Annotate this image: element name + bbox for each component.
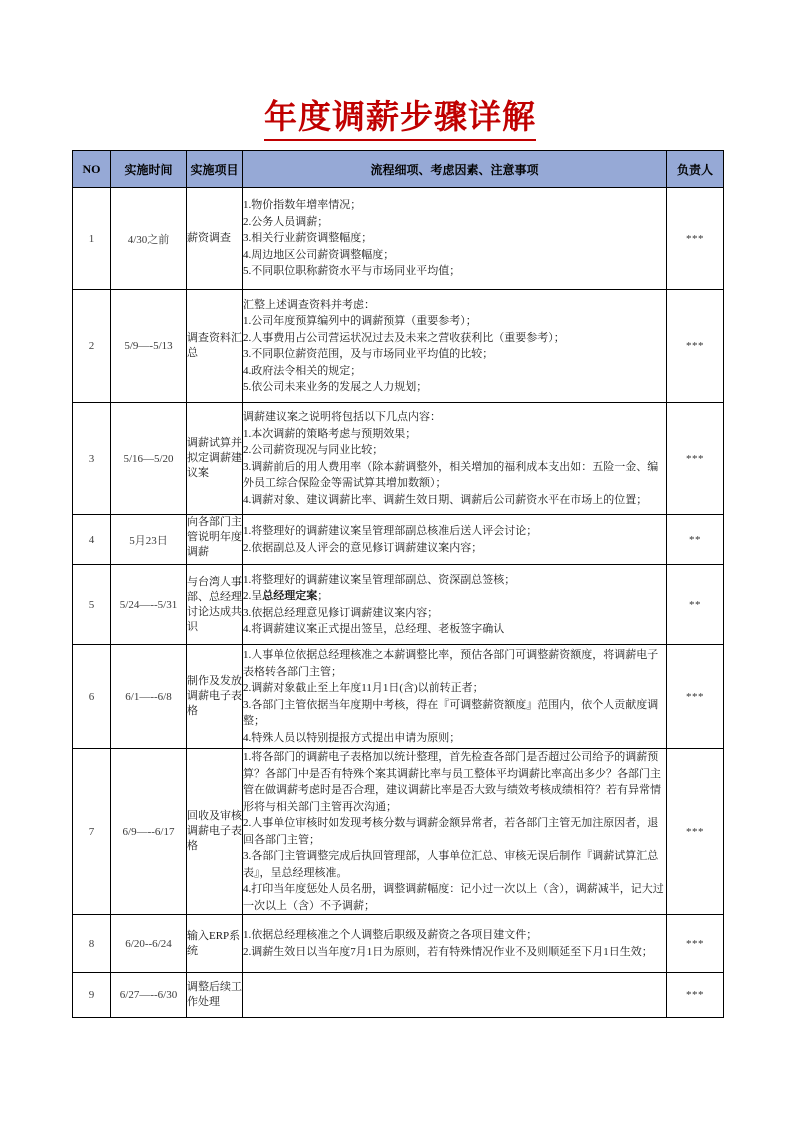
table-row <box>73 973 724 1018</box>
table-row <box>73 645 724 749</box>
table-row <box>73 915 724 973</box>
column-header-no: NO <box>73 151 111 188</box>
cell-no: 2 <box>73 290 111 403</box>
cell-no: 5 <box>73 565 111 645</box>
detail-line: 1.将整理好的调薪建议案呈管理部副总核准后送人评会讨论； <box>243 525 538 537</box>
cell-no: 1 <box>73 188 111 290</box>
detail-line: 2.依据副总及人评会的意见修订调薪建议案内容； <box>243 541 483 554</box>
detail-line: 4.政府法令相关的规定； <box>243 364 362 377</box>
cell-owner: ** <box>667 515 724 565</box>
detail-line: 1.本次调薪的策略考虑与预期效果； <box>243 427 417 440</box>
detail-line: 3.不同职位薪资范围，及与市场同业平均值的比较； <box>243 348 494 360</box>
cell-project: 输入ERP系统 <box>187 915 243 973</box>
cell-details <box>243 515 667 565</box>
cell-no: 8 <box>73 915 111 973</box>
cell-time: 6/1—--6/8 <box>111 645 187 749</box>
cell-details <box>243 645 667 749</box>
cell-no: 6 <box>73 645 111 749</box>
cell-details <box>243 290 667 403</box>
cell-time: 5/16—5/20 <box>111 403 187 515</box>
detail-line: 汇整上述调查资料并考虑： <box>243 298 375 311</box>
cell-project: 与台湾人事部、总经理讨论达成共识 <box>187 565 243 645</box>
cell-details <box>243 403 667 515</box>
cell-project: 调整后续工作处理 <box>187 973 243 1018</box>
cell-owner: *** <box>667 290 724 403</box>
column-header-owner: 负责人 <box>667 151 724 188</box>
cell-project: 制作及发放调薪电子表格 <box>187 645 243 749</box>
cell-project: 调薪试算并拟定调薪建议案 <box>187 403 243 515</box>
detail-line: 2.公务人员调薪； <box>243 215 329 228</box>
detail-line: 3.依据总经理意见修订调薪建议案内容； <box>243 606 439 619</box>
cell-project: 回收及审核调薪电子表格 <box>187 749 243 915</box>
column-header-details: 流程细项、考虑因素、注意事项 <box>243 151 667 188</box>
table-row <box>73 565 724 645</box>
cell-details <box>243 973 667 1018</box>
detail-line: 3.各部门主管依据当年度期中考核，得在『可调整薪资额度』范围内，依个人贡献度调整； <box>243 698 659 727</box>
cell-time: 6/20--6/24 <box>111 915 187 973</box>
cell-time: 5月23日 <box>111 515 187 565</box>
table-body <box>73 188 724 1018</box>
cell-details <box>243 565 667 645</box>
detail-line: 4.将调薪建议案正式提出签呈，总经理、老板签字确认 <box>243 623 505 635</box>
detail-line: 1.将整理好的调薪建议案呈管理部副总、资深副总签核； <box>243 573 516 586</box>
cell-time: 6/9—--6/17 <box>111 749 187 915</box>
detail-line: 2.调薪生效日以当年度7月1日为原则，若有特殊情况作业不及则顺延至下月1日生效； <box>243 945 653 958</box>
cell-details <box>243 915 667 973</box>
cell-no: 3 <box>73 403 111 515</box>
cell-no: 4 <box>73 515 111 565</box>
cell-project: 调查资料汇总 <box>187 290 243 403</box>
detail-line: 2.呈总经理定案； <box>243 590 329 602</box>
cell-time: 4/30之前 <box>111 188 187 290</box>
table-header-row <box>73 151 724 188</box>
cell-project: 薪资调查 <box>187 188 243 290</box>
cell-project: 向各部门主管说明年度调薪 <box>187 515 243 565</box>
page-title: 年度调薪步骤详解 <box>264 98 536 141</box>
cell-owner: *** <box>667 645 724 749</box>
detail-line: 3.相关行业薪资调整幅度； <box>243 232 373 245</box>
detail-line: 1.物价指数年增率情况； <box>243 199 362 212</box>
detail-line: 1.公司年度预算编列中的调薪预算（重要参考）； <box>243 315 477 327</box>
cell-details <box>243 188 667 290</box>
cell-time: 6/27—--6/30 <box>111 973 187 1018</box>
detail-line: 4.调薪对象、建议调薪比率、调薪生效日期、调薪后公司薪资水平在市场上的位置； <box>243 493 648 506</box>
detail-line: 4.特殊人员以特别提报方式提出申请为原则； <box>243 731 461 744</box>
detail-line: 1.依据总经理核准之个人调整后职级及薪资之各项目建文件； <box>243 929 538 941</box>
detail-line: 3.各部门主管调整完成后执回管理部，人事单位汇总、审核无误后制作『调薪试算汇总表』，呈总经理核准。 <box>243 850 659 879</box>
column-header-project: 实施项目 <box>187 151 243 188</box>
detail-line: 2.人事单位审核时如发现考核分数与调薪金额异常者，若各部门主管无加注原因者，退回各部门主管； <box>243 817 659 846</box>
detail-line: 2.调薪对象截止至上年度11月1日(含)以前转正者； <box>243 682 484 694</box>
cell-owner: ** <box>667 565 724 645</box>
cell-owner: *** <box>667 403 724 515</box>
detail-line: 1.人事单位依据总经理核准之本薪调整比率，预估各部门可调整薪资额度，将调薪电子表格转各部门主管； <box>243 649 659 678</box>
title-container <box>0 98 800 141</box>
cell-no: 7 <box>73 749 111 915</box>
detail-line: 2.人事费用占公司营运状况过去及未来之营收获利比（重要参考）； <box>243 331 565 344</box>
detail-line: 2.公司薪资现况与同业比较； <box>243 444 384 456</box>
table-row <box>73 515 724 565</box>
table-row <box>73 188 724 290</box>
detail-line: 调薪建议案之说明将包括以下几点内容： <box>243 411 441 423</box>
cell-no: 9 <box>73 973 111 1018</box>
salary-adjustment-steps-table <box>72 150 724 1018</box>
cell-owner: *** <box>667 915 724 973</box>
table-row <box>73 749 724 915</box>
detail-line: 4.周边地区公司薪资调整幅度； <box>243 248 395 261</box>
table-row <box>73 403 724 515</box>
detail-line: 4.打印当年度惩处人员名册，调整调薪幅度：记小过一次以上（含），调薪减半，记大过一次以上（含）不予调薪； <box>243 883 664 912</box>
detail-line: 5.依公司未来业务的发展之人力规划； <box>243 381 428 393</box>
cell-owner: *** <box>667 188 724 290</box>
detail-line: 5.不同职位职称薪资水平与市场同业平均值； <box>243 265 461 278</box>
column-header-time: 实施时间 <box>111 151 187 188</box>
cell-time: 5/9—-5/13 <box>111 290 187 403</box>
detail-line: 3.调薪前后的用人费用率（除本薪调整外，相关增加的福利成本支出如：五险一金、编外员工综合保险金等需试算其增加数额）； <box>243 460 659 489</box>
cell-details <box>243 749 667 915</box>
cell-time: 5/24—--5/31 <box>111 565 187 645</box>
cell-owner: *** <box>667 749 724 915</box>
table-row <box>73 290 724 403</box>
detail-line: 1.将各部门的调薪电子表格加以统计整理，首先检查各部门是否超过公司给予的调薪预算？各部门中是否有特殊个案其调薪比率与员工整体平均调薪比率高出多少？各部门主管在做调薪考虑时是否合理，建议调薪比率是否大致与绩效考核成绩相符？若有异常情形将与相关部门主管再次沟通； <box>243 751 661 813</box>
cell-owner: *** <box>667 973 724 1018</box>
